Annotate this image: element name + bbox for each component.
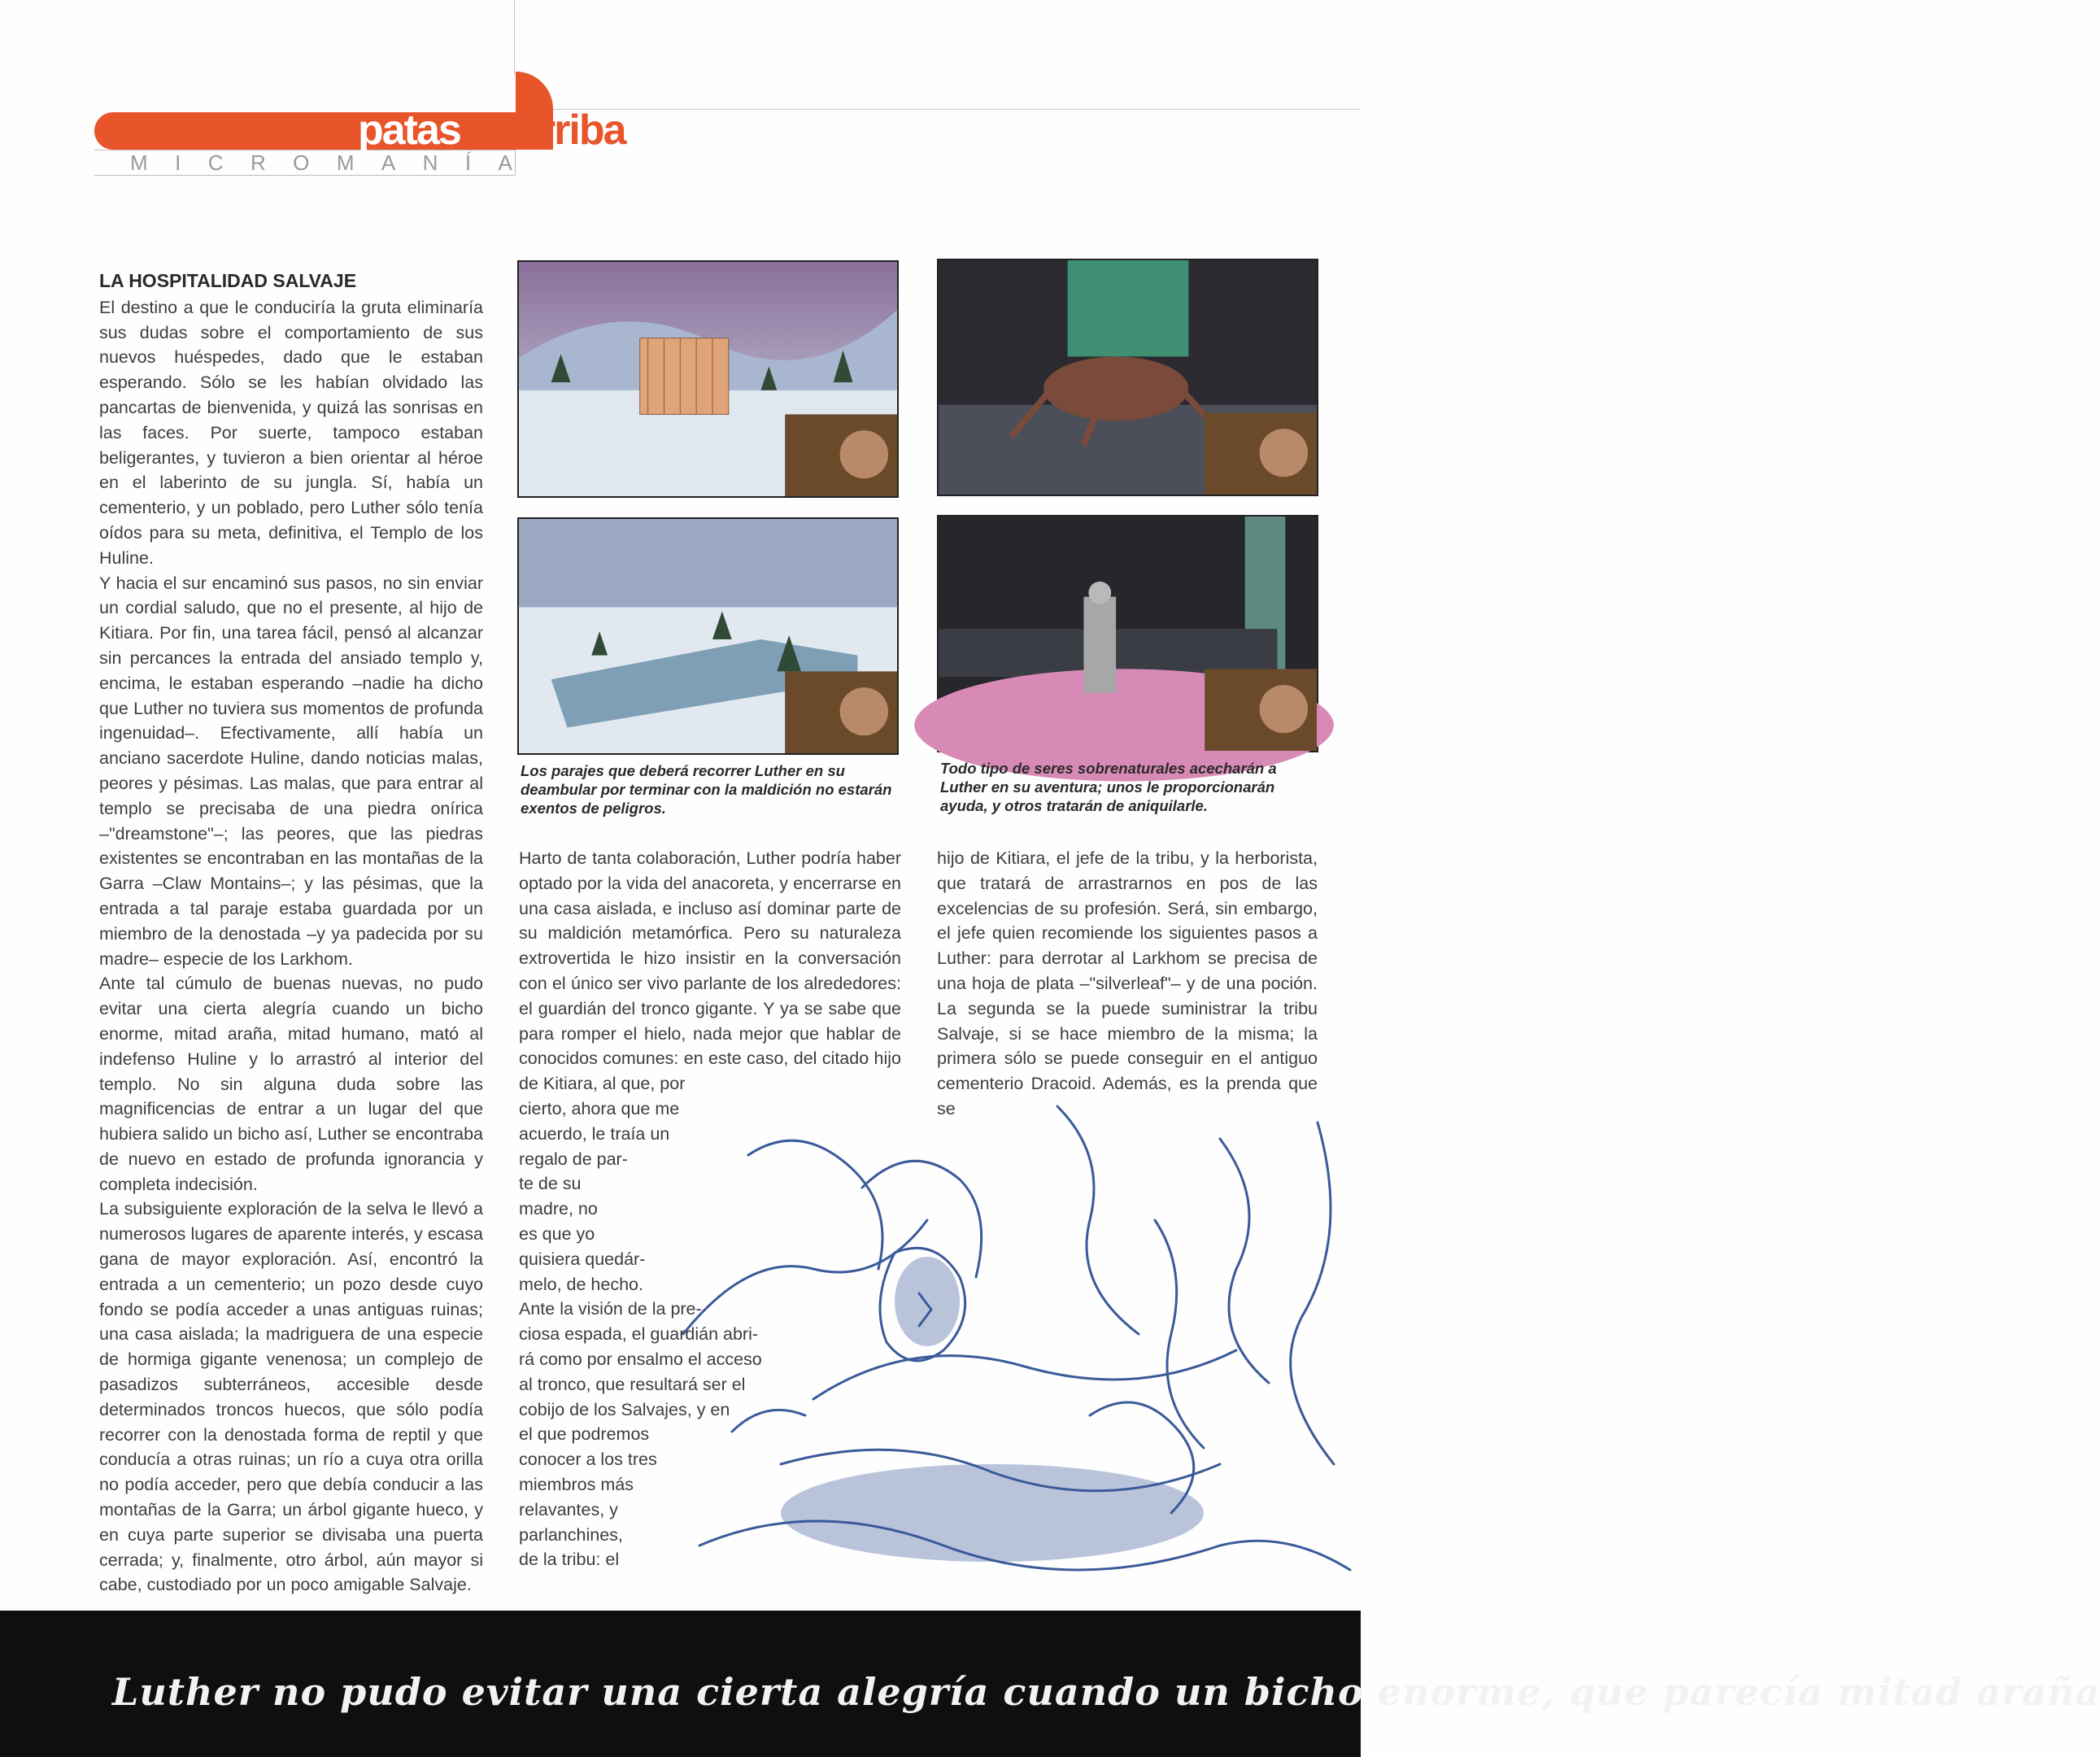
paragraph: Y hacia el sur encaminó sus pasos, no sin enviar un cordial saludo, que no el presente, al hijo de Kitiara. Por fin, una tarea fácil, pensó al alcanzar sin percances la entrada del ansiado templo y, encima, le estaban esperando –nadie ha dicho que Luther no tuviera sus momentos de profunda ingenuidad–. Efectivamente, allí había un anciano sacerdote Huline, dando noticias malas, peores y pésimas. Las malas, que para entrar al templo se precisaba de una piedra onírica –"dreamstone"–; las peores, que las piedras existentes se encontraban en las montañas de la Garra –Claw Montains–; y las pésimas, que la entrada a tal paraje estaba guardada por un miembro de la denostada –y ya padecida por su madre– especie de los Larkhom. [99,573,483,969]
wrapped-line: regalo de par- [519,1149,628,1169]
wrapped-line: al tronco, que resultará ser el [519,1374,746,1394]
magazine-letter: R [250,150,266,175]
screenshot-river-canyon [517,517,899,755]
article-heading: LA HOSPITALIDAD SALVAJE [99,270,357,291]
magazine-name [130,151,512,174]
paragraph: hijo de Kitiara, el jefe de la tribu, y la herborista, que tratará de arrastrarnos en pos de las excelencias de su profesión. Será, sin embargo, el jefe quien recomiende los siguientes pasos a Luther: para derrotar al Larkhom se precisa de una hoja de plata –"silverleaf"– y de una poción. La segunda se la puede suministrar la tribu Salvaje, si se hace miembro de la misma; la primera sólo se puede conseguir en el antiguo cementerio Dracoid. Además, es la prenda que se [937,848,1318,1118]
wrapped-line: de la tribu: el [519,1550,620,1570]
wrapped-line: conocer a los tres [519,1450,657,1470]
header-rule-horizontal [553,109,1361,110]
magazine-letter: M [336,150,355,175]
screenshot-spider-creature [937,259,1318,496]
magazine-letter: I [175,150,181,175]
screenshot-skeleton-figure [937,515,1318,752]
wrapped-line: quisiera quedár- [519,1249,646,1269]
caption-right: Todo tipo de seres sobrenaturales acecharán a Luther en su aventura; unos le proporcionarán ayuda, y otros tratarán de aniquilarle. [940,760,1277,814]
magazine-letter: C [207,150,224,175]
paragraph: Harto de tanta colaboración, Luther podría haber optado por la vida del anacoreta, y encerrarse en una casa aislada, e incluso así dominar parte de su maldición metamórfica. Pero su naturaleza extrovertida le hizo insistir en la conversación con el único ser vivo parlante de los alrededores: el guardián del tronco gigante. Y ya se sabe que para romper el hielo, nada mejor que hablar de conocidos comunes: en este caso, del citado hijo de Kitiara, al que, por [519,848,901,1094]
magazine-letter: N [422,150,438,175]
wrapped-line: ciosa espada, el guardián abri- [519,1324,759,1345]
wrapped-line: acuerdo, le traía un [519,1123,670,1144]
screenshot-snow-fortress [517,260,899,498]
wrapped-line: parlanchines, [519,1524,623,1545]
wrapped-line: madre, no [519,1199,598,1219]
article-column-3 [937,846,1318,1122]
wrapped-line: miembros más [519,1474,634,1494]
section-title-patas: patas [358,107,460,154]
wrapped-line: el que podremos [519,1424,650,1445]
wrapped-line: Ante la visión de la pre- [519,1299,702,1319]
paragraph: El destino a que le conduciría la gruta eliminaría sus dudas sobre el comportamiento de sus nuevos huéspedes, dado que le estaban esperando. Sólo se les habían olvidado las pancartas de bienvenida, y quizá las sonrisas en las faces. Por suerte, tampoco estaban beligerantes, y tuvieron a bien orientar al héroe en el laberinto de su jungla. Sí, había un cementerio, y un poblado, pero Luther sólo tenía oídos para su meta, definitiva, el Templo de los Huline. [99,297,483,568]
wrapped-line: cierto, ahora que me [519,1098,680,1118]
paragraph: La subsiguiente exploración de la selva le llevó a numerosos lugares de aparente interés, y escasa gana de mayor exploración. Así, encontró la entrada a un cementerio; un pozo desde cuyo fondo se podía acceder a unas antiguas ruinas; una casa aislada; la madriguera de una especie de hormiga gigante venenosa; un complejo de pasadizos subterráneos, accesible desde determinados troncos huecos, que sólo podía recorrer con la denostada forma de reptil y que conducía a otras ruinas; un río a cuya otra orilla no podía acceder, pero que debía conducir a las montañas de la Garra; un árbol gigante hueco, y en cuya parte superior se divisaba una puerta cerrada; y, finalmente, otro árbol, aún mayor si cabe, custodiado por un poco amigable Salvaje. [99,1199,483,1595]
wrapped-line: melo, de hecho. [519,1274,643,1294]
wrapped-line: es que yo [519,1223,595,1244]
creature-sketch-illustration [651,1090,1361,1611]
magazine-letter: O [293,150,310,175]
wrapped-line: te de su [519,1174,582,1194]
wrapped-line: cobijo de los Salvajes, y en [519,1399,730,1419]
magazine-letter: A [498,150,512,175]
wrapped-line: relavantes, y [519,1499,618,1519]
wrapped-line: rá como por ensalmo el acceso [519,1349,762,1369]
caption-left: Los parajes que deberá recorrer Luther en su deambular por terminar con la maldición no estarán exentos de peligros. [521,762,892,817]
banner-quote: Luther no pudo evitar una cierta alegría cuando un bicho enorme, que parecía mitad araña [112,1670,2100,1714]
paragraph: Ante tal cúmulo de buenas nuevas, no pudo evitar una cierta alegría cuando un bicho enorme, mitad araña, mitad humano, mató al indefenso Huline y lo arrastró al interior del templo. No sin alguna duda sobre las magnificencias de entrar a un lugar del que hubiera salido un bicho así, Luther se encontraba de nuevo en estado de profunda ignorancia y completa indecisión. [99,974,483,1194]
magazine-letter: Í [464,150,472,175]
header-rule-vertical [514,0,515,75]
section-title-arriba: arriba [517,107,625,154]
magazine-letter: M [130,150,148,175]
article-column-1 [99,268,483,1598]
magazine-letter: A [381,150,396,175]
